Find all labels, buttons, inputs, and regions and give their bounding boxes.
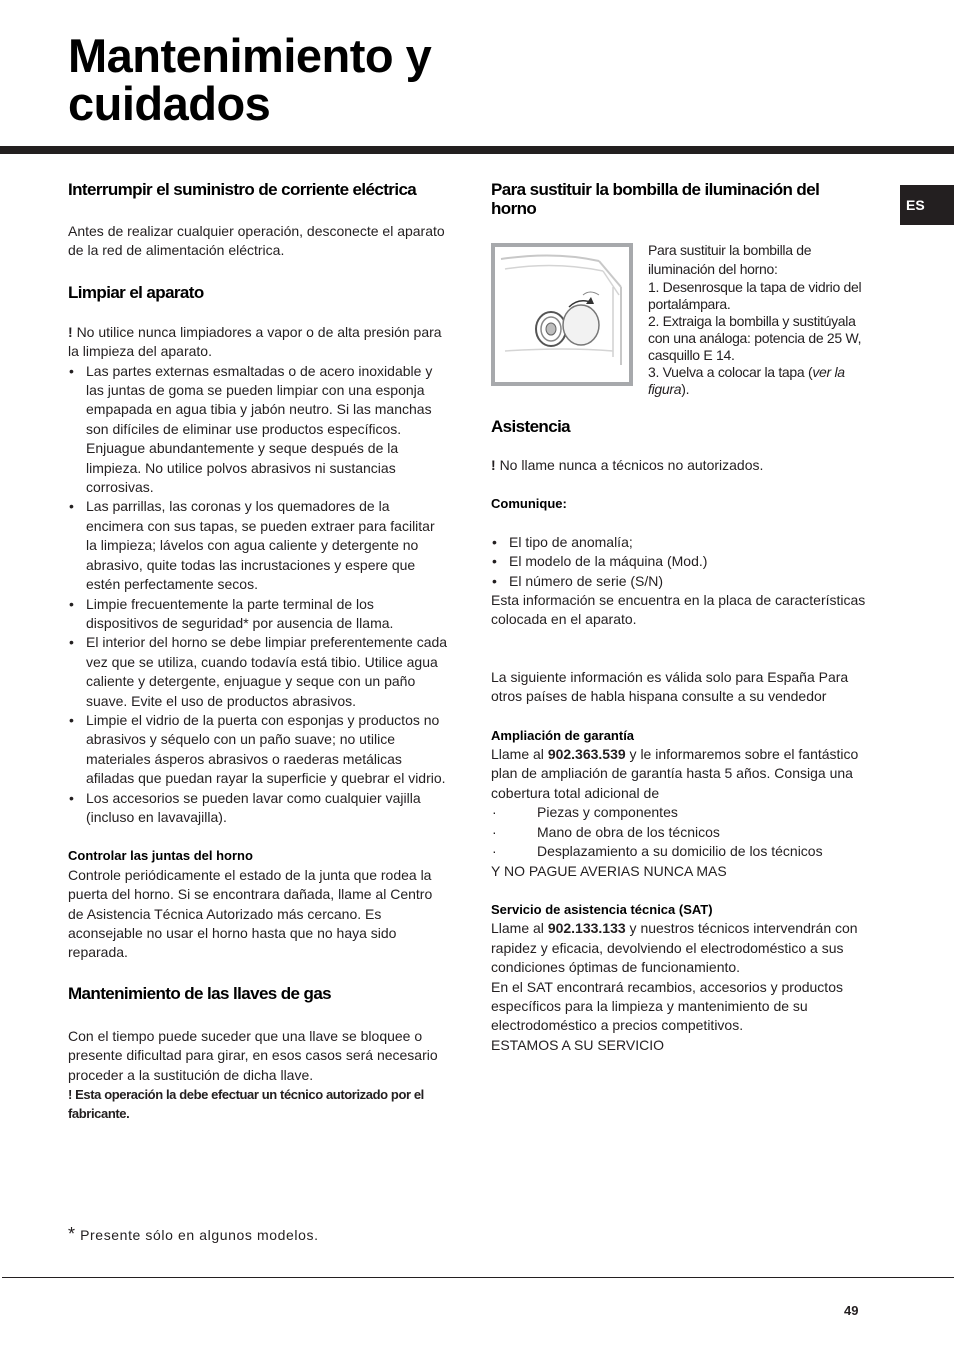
footnote-asterisk: * <box>68 1224 76 1244</box>
bulb-step-3-post: ). <box>681 381 690 397</box>
subheading-gaskets: Controlar las juntas del horno <box>68 848 253 864</box>
gas-valves-text: Con el tiempo puede suceder que una llave se bloquee o presente dificultad para girar, en esos casos será necesario proceder a la sustitución de dicha llave. <box>68 1027 438 1083</box>
section-heading-assistance: Asistencia <box>491 417 571 436</box>
cleaning-warning <box>68 323 448 362</box>
language-tab: ES <box>900 185 954 225</box>
cleaning-list <box>68 362 448 828</box>
sat-phone: 902.133.133 <box>547 920 626 937</box>
right-column <box>491 180 866 218</box>
warranty-text-post: y le informaremos sobre el fantástico plan de ampliación de garantía hasta 5 años. Consiga una cobertura total adicional de <box>491 746 859 801</box>
warranty-text-pre: Llame al <box>491 746 548 763</box>
assistance-info: Esta información se encuentra en la placa de características colocada en el aparato. <box>491 592 866 628</box>
bottom-divider <box>2 1277 954 1278</box>
list-item: • Las partes externas esmaltadas o de acero inoxidable y las juntas de goma se pueden limpiar con una esponja empapada en agua tibia y jabón neutro. Si las manchas son difíciles de eliminar use productos específicos. Enjuague abundantemente y seque después de la limpieza. No utilice polvos abrasivos ni sustancias corrosivas. <box>68 362 448 498</box>
oven-lamp-figure <box>491 243 633 386</box>
warranty-text <box>491 745 866 803</box>
power-text: Antes de realizar cualquier operación, desconecte el aparato de la red de alimentación eléctrica. <box>68 223 445 259</box>
sat-text <box>491 919 866 977</box>
assistance-section <box>491 417 866 1055</box>
sat-slogan: ESTAMOS A SU SERVICIO <box>491 1036 664 1053</box>
list-item: · Piezas y componentes <box>491 803 866 822</box>
sat-text-post: y nuestros técnicos intervendrán con rapidez y eficacia, devolviendo el electrodoméstico a sus condiciones óptimas de funcionamiento. <box>491 920 858 976</box>
bulb-step-3 <box>648 364 866 398</box>
assistance-warning-text: No llame nunca a técnicos no autorizados. <box>499 457 764 473</box>
bulb-step-2: 2. Extraiga la bombilla y sustitúyala con una análoga: potencia de 25 W, casquillo E 14. <box>648 313 862 363</box>
warranty-coverage-list <box>491 803 866 861</box>
warranty-phone: 902.363.539 <box>547 746 626 763</box>
warranty-slogan: Y NO PAGUE AVERIAS NUNCA MAS <box>491 862 727 879</box>
footnote <box>68 1224 319 1245</box>
list-item: • Limpie el vidrio de la puerta con esponjas y productos no abrasivos y séquelo con un paño suave; no utilice materiales ásperos abrasivos o raederas metálicas afiladas que puedan rayar la superficie y quebrar el vidrio. <box>68 711 448 789</box>
list-item: · Mano de obra de los técnicos <box>491 823 866 842</box>
title-line-1: Mantenimiento y <box>68 29 432 82</box>
assistance-warning <box>491 456 866 475</box>
cleaning-warning-text: No utilice nunca limpiadores a vapor o de alta presión para la limpieza del aparato. <box>68 323 442 360</box>
section-heading-cleaning: Limpiar el aparato <box>68 282 204 302</box>
section-heading-power: Interrumpir el suministro de corriente eléctrica <box>68 180 417 199</box>
gaskets-text: Controle periódicamente el estado de la junta que rodea la puerta del horno. Si se encontrara dañada, llame al Centro de Asistencia Técnica Autorizado más cercano. Es aconsejable no usar el horno hasta que no haya sido reparada. <box>68 866 433 961</box>
oven-lamp-illustration <box>495 247 629 382</box>
top-divider <box>0 146 954 154</box>
page-title <box>68 29 768 130</box>
subheading-sat: Servicio de asistencia técnica (SAT) <box>491 901 713 917</box>
subheading-communicate: Comunique: <box>491 496 567 512</box>
title-line-2: cuidados <box>68 77 271 130</box>
warning-mark: ! <box>491 457 496 473</box>
section-heading-bulb: Para sustituir la bombilla de iluminación del horno <box>491 180 820 218</box>
gas-valves-warning: ! Esta operación la debe efectuar un técnico autorizado por el fabricante. <box>68 1087 424 1122</box>
list-item: • Los accesorios se pueden lavar como cualquier vajilla (incluso en lavavajilla). <box>68 789 448 828</box>
warning-mark: ! <box>68 323 73 340</box>
footnote-text: Presente sólo en algunos modelos. <box>80 1227 319 1243</box>
left-column <box>68 180 448 1124</box>
bulb-intro: Para sustituir la bombilla de iluminación del horno: <box>648 242 812 277</box>
bulb-step-3-figure-ref: ver la figura <box>648 364 845 397</box>
bulb-instructions <box>648 241 866 398</box>
page-number: 49 <box>844 1303 859 1318</box>
bulb-step-1: 1. Desenrosque la tapa de vidrio del portalámpara. <box>648 279 862 312</box>
list-item: • Limpie frecuentemente la parte terminal de los dispositivos de seguridad* por ausencia de llama. <box>68 595 448 634</box>
subheading-warranty: Ampliación de garantía <box>491 727 635 743</box>
list-item: · Desplazamiento a su domicilio de los técnicos <box>491 842 866 861</box>
section-heading-gas-valves: Mantenimiento de las llaves de gas <box>68 983 332 1003</box>
list-item: • Las parrillas, las coronas y los quemadores de la encimera con sus tapas, se pueden extraer para facilitar la limpieza; lávelos con agua caliente y detergente no abrasivo, quite todas las incrustaciones y espere que estén perfectamente secos. <box>68 497 448 594</box>
list-item: • El modelo de la máquina (Mod.) <box>491 552 866 571</box>
spain-notice: La siguiente información es válida solo para España Para otros países de habla hispana consulte a su vendedor <box>491 668 849 705</box>
sat-text-pre: Llame al <box>491 920 548 937</box>
list-item: • El interior del horno se debe limpiar preferentemente cada vez que se utiliza, cuando todavía está tibio. Utilice agua caliente y detergente, enjuague y seque con un paño suave. Evite el uso de productos abrasivos. <box>68 633 448 711</box>
communicate-list <box>491 533 866 591</box>
bulb-step-3-pre: 3. Vuelva a colocar la tapa ( <box>648 364 813 380</box>
sat-text-2: En el SAT encontrará recambios, accesorios y productos específicos para la limpieza y mantenimiento de su electrodoméstico a precios competitivos. <box>491 978 843 1034</box>
list-item: • El número de serie (S/N) <box>491 572 866 591</box>
list-item: • El tipo de anomalía; <box>491 533 866 552</box>
